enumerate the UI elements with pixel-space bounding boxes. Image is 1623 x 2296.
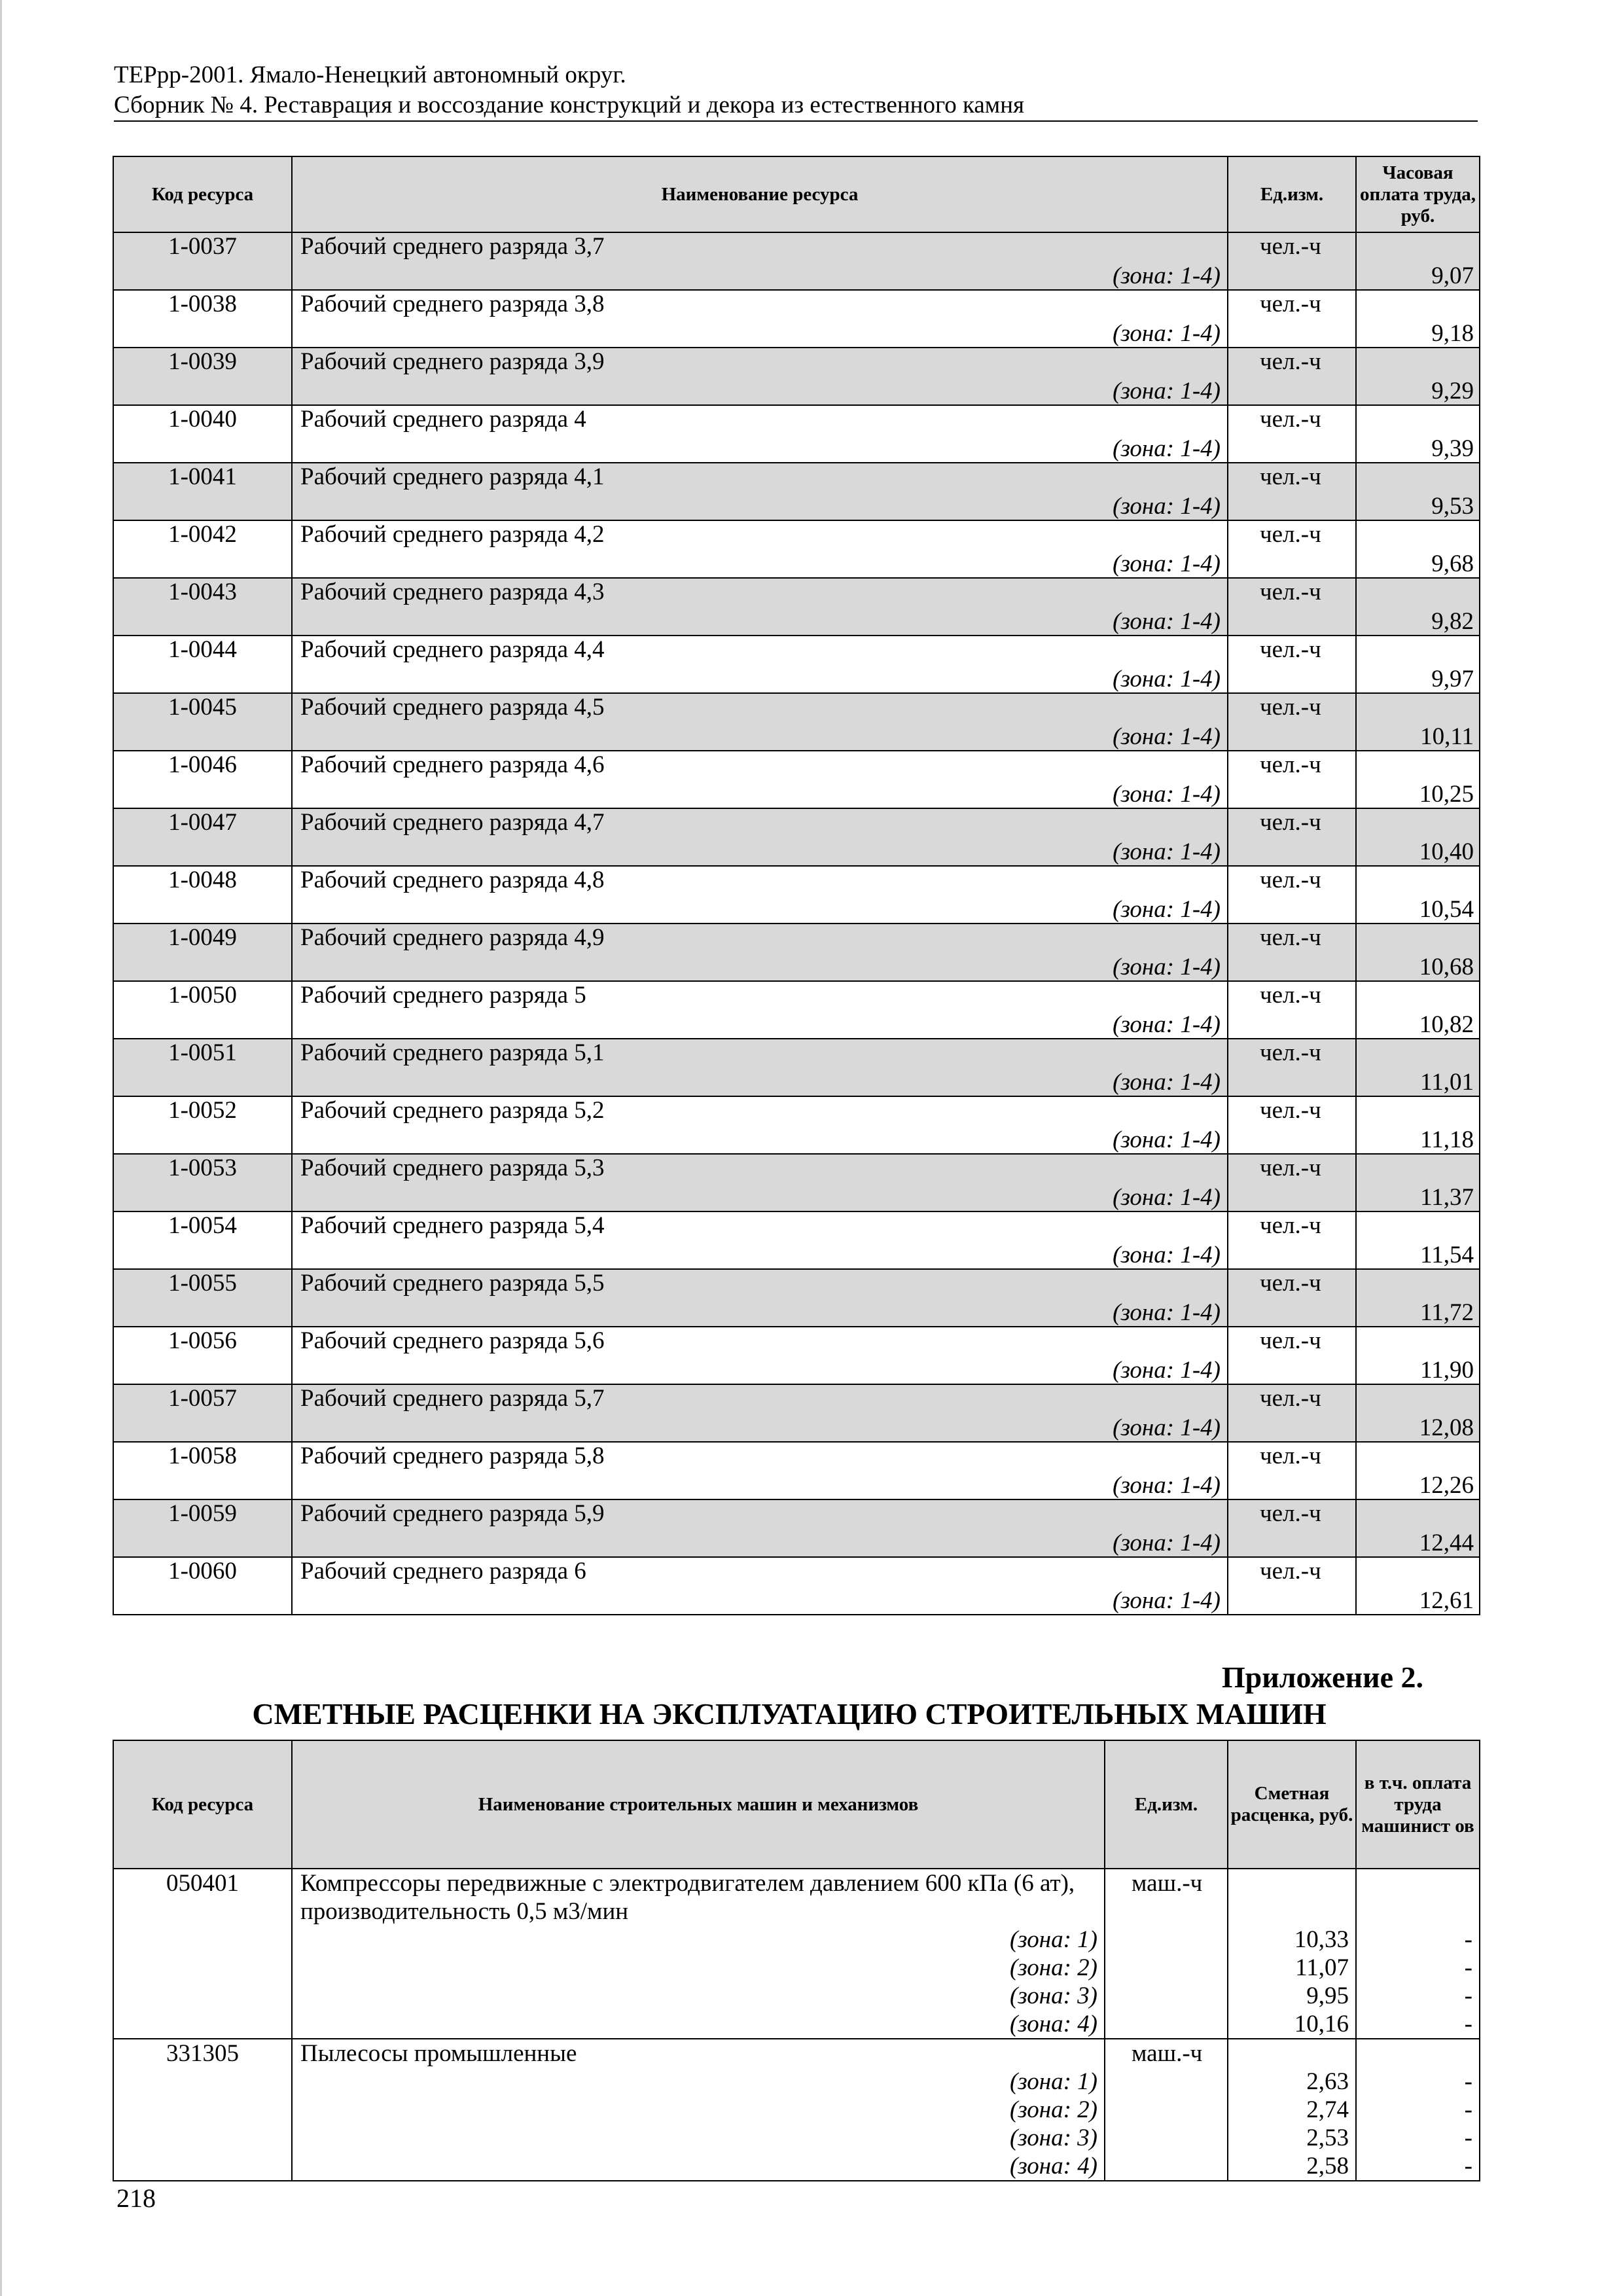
hourly-rate-cell [1356,348,1480,405]
zone-label: (зона: 1-4) [1113,1126,1221,1153]
hourly-rate: 9,29 [1431,378,1474,404]
zone-label: (зона: 1-4) [1113,320,1221,347]
resource-name: Рабочий среднего разряда 5,2 [300,1097,605,1124]
zone-operator-labor: - [1464,1954,1472,1981]
hourly-rate: 11,18 [1420,1126,1474,1153]
resource-name-cell [292,520,1228,578]
zone-operator-labor: - [1464,2125,1472,2151]
table-row [113,1327,1480,1384]
page-number: 218 [116,2183,156,2213]
zone-label: (зона: 1-4) [1113,435,1221,462]
resource-name-cell [292,1039,1228,1096]
resource-code: 1-0049 [113,924,292,981]
hourly-rate-cell [1356,693,1480,751]
hourly-rate-cell [1356,636,1480,693]
zone-list [300,1926,1097,2038]
hourly-rate-cell [1356,290,1480,348]
resource-name-cell [292,693,1228,751]
unit: чел.-ч [1228,1442,1356,1499]
hourly-rate: 9,18 [1431,320,1474,347]
hourly-rate-cell [1356,866,1480,924]
hourly-rate: 10,25 [1419,781,1474,808]
hourly-rate-cell [1356,1096,1480,1154]
hourly-rate: 10,68 [1419,954,1474,980]
hourly-rate-cell [1356,520,1480,578]
resource-code: 1-0042 [113,520,292,578]
machine-name: Компрессоры передвижные с электродвигателем давлением 600 кПа (6 ат), производительность 0,5 м3/мин [300,1870,1075,1925]
hourly-rate: 9,97 [1431,666,1474,692]
resource-code: 1-0047 [113,808,292,866]
table-row [113,1211,1480,1269]
resource-name-cell [292,290,1228,348]
zone-label: (зона: 1-4) [1113,1414,1221,1441]
unit: чел.-ч [1228,1557,1356,1615]
resource-name: Рабочий среднего разряда 5,5 [300,1270,605,1297]
unit: чел.-ч [1228,693,1356,751]
zone-label: (зона: 1-4) [1113,666,1221,692]
resource-name-cell [292,1499,1228,1557]
resource-name: Рабочий среднего разряда 6 [300,1558,586,1585]
zone-label: (зона: 1-4) [1113,378,1221,404]
zone-price: 10,16 [1294,2011,1349,2037]
hourly-rate: 10,82 [1419,1011,1474,1038]
hourly-rate: 11,01 [1420,1069,1474,1096]
page-header [114,60,1478,122]
zone-label: (зона: 1-4) [1113,781,1221,808]
unit: чел.-ч [1228,463,1356,520]
machine-code: 050401 [113,1869,292,2039]
labor-rates-body [113,232,1480,1615]
column-header-code: Код ресурса [113,1740,292,1869]
resource-name: Рабочий среднего разряда 4,4 [300,636,605,663]
resource-name-cell [292,924,1228,981]
table-row [113,866,1480,924]
zone-label: (зона: 1-4) [1113,1184,1221,1211]
resource-name: Рабочий среднего разряда 4,1 [300,463,605,490]
appendix-title: СМЕТНЫЕ РАСЦЕНКИ НА ЭКСПЛУАТАЦИЮ СТРОИТЕЛЬНЫХ МАШИН [252,1697,1327,1731]
unit: чел.-ч [1228,405,1356,463]
resource-name: Рабочий среднего разряда 5,4 [300,1212,605,1239]
machine-rates-body [113,1869,1480,2181]
zone-label: (зона: 1-4) [1113,1299,1221,1326]
zone-price: 2,58 [1306,2153,1349,2179]
zone-list [300,2068,1097,2180]
zone-label: (зона: 1-4) [1113,1587,1221,1614]
unit: чел.-ч [1228,1384,1356,1442]
resource-name: Рабочий среднего разряда 5,9 [300,1500,605,1527]
resource-code: 1-0039 [113,348,292,405]
table-row [113,348,1480,405]
hourly-rate-cell [1356,405,1480,463]
table-row [113,693,1480,751]
resource-name: Рабочий среднего разряда 4,5 [300,694,605,721]
hourly-rate-cell [1356,1499,1480,1557]
table-row [113,981,1480,1039]
hourly-rate-cell [1356,1039,1480,1096]
resource-code: 1-0052 [113,1096,292,1154]
resource-code: 1-0059 [113,1499,292,1557]
table-row [113,2039,1480,2181]
resource-name-cell [292,463,1228,520]
resource-code: 1-0041 [113,463,292,520]
resource-name: Рабочий среднего разряда 4 [300,406,586,433]
zone-operator-labor: - [1464,2068,1472,2095]
resource-code: 1-0055 [113,1269,292,1327]
labor-rates-table [113,156,1480,1615]
zone-label: (зона: 1-4) [1113,723,1221,750]
unit: чел.-ч [1228,578,1356,636]
unit: маш.-ч [1105,2039,1228,2181]
column-header-unit: Ед.изм. [1228,156,1356,232]
zone-label: (зона: 4) [1009,2153,1097,2179]
hourly-rate: 12,26 [1419,1472,1474,1499]
unit: чел.-ч [1228,636,1356,693]
column-header-code: Код ресурса [113,156,292,232]
resource-name: Рабочий среднего разряда 4,2 [300,521,605,548]
resource-name-cell [292,1442,1228,1499]
table-row [113,751,1480,808]
table-row [113,232,1480,290]
resource-name-cell [292,1096,1228,1154]
machine-code: 331305 [113,2039,292,2181]
zone-operator-labor: - [1464,2153,1472,2179]
hourly-rate: 9,07 [1431,262,1474,289]
resource-name: Рабочий среднего разряда 3,9 [300,348,605,375]
machine-name-cell [292,2039,1105,2181]
zone-label: (зона: 1-4) [1113,608,1221,635]
resource-name: Рабочий среднего разряда 4,6 [300,751,605,778]
resource-name-cell [292,751,1228,808]
table-row [113,578,1480,636]
hourly-rate: 10,54 [1419,896,1474,923]
hourly-rate: 11,72 [1420,1299,1474,1326]
table-row [113,1154,1480,1211]
hourly-rate: 9,82 [1431,608,1474,635]
resource-name-cell [292,1327,1228,1384]
resource-name: Рабочий среднего разряда 4,8 [300,867,605,893]
resource-code: 1-0048 [113,866,292,924]
hourly-rate: 10,40 [1419,838,1474,865]
hourly-rate: 10,11 [1420,723,1474,750]
page-edge [0,0,2,2296]
zone-label: (зона: 3) [1009,2125,1097,2151]
zone-price: 11,07 [1295,1954,1349,1981]
resource-code: 1-0045 [113,693,292,751]
resource-name: Рабочий среднего разряда 4,9 [300,924,605,951]
hourly-rate-cell [1356,808,1480,866]
zone-label: (зона: 2) [1009,1954,1097,1981]
zone-price: 9,95 [1306,1982,1349,2009]
zone-label: (зона: 1-4) [1113,550,1221,577]
appendix-heading [113,1659,1479,1732]
column-header-unit: Ед.изм. [1105,1740,1228,1869]
price-cell [1228,1869,1356,2039]
table-row [113,520,1480,578]
zone-label: (зона: 1-4) [1113,896,1221,923]
unit: чел.-ч [1228,1327,1356,1384]
resource-name: Рабочий среднего разряда 4,7 [300,809,605,836]
table-row [113,1499,1480,1557]
unit: чел.-ч [1228,866,1356,924]
resource-name: Рабочий среднего разряда 3,8 [300,291,605,317]
resource-code: 1-0057 [113,1384,292,1442]
table-row [113,463,1480,520]
table-row [113,1096,1480,1154]
resource-name: Рабочий среднего разряда 5,1 [300,1039,605,1066]
zone-label: (зона: 1-4) [1113,493,1221,520]
zone-label: (зона: 1-4) [1113,1242,1221,1268]
zone-label: (зона: 3) [1009,1982,1097,2009]
hourly-rate-cell [1356,232,1480,290]
resource-name: Рабочий среднего разряда 5,8 [300,1443,605,1469]
header-line-2: Сборник № 4. Реставрация и воссоздание конструкций и декора из естественного камня [114,90,1478,122]
hourly-rate: 9,39 [1431,435,1474,462]
hourly-rate: 11,37 [1420,1184,1474,1211]
resource-name-cell [292,1211,1228,1269]
column-header-machine-name: Наименование строительных машин и механизмов [292,1740,1105,1869]
machine-name: Пылесосы промышленные [300,2040,577,2067]
unit: чел.-ч [1228,1096,1356,1154]
hourly-rate: 12,08 [1419,1414,1474,1441]
resource-code: 1-0043 [113,578,292,636]
zone-label: (зона: 1-4) [1113,1530,1221,1556]
hourly-rate-cell [1356,981,1480,1039]
resource-code: 1-0053 [113,1154,292,1211]
resource-code: 1-0051 [113,1039,292,1096]
resource-name-cell [292,866,1228,924]
operator-labor-cell [1356,2039,1480,2181]
resource-code: 1-0038 [113,290,292,348]
zone-label: (зона: 1-4) [1113,1069,1221,1096]
machine-name-cell [292,1869,1105,2039]
resource-code: 1-0056 [113,1327,292,1384]
zone-price: 2,63 [1306,2068,1349,2095]
resource-code: 1-0054 [113,1211,292,1269]
resource-code: 1-0044 [113,636,292,693]
hourly-rate: 11,54 [1420,1242,1474,1268]
hourly-rate: 9,68 [1431,550,1474,577]
column-header-price: Сметная расценка, руб. [1228,1740,1356,1869]
hourly-rate-cell [1356,1211,1480,1269]
table-header-row [113,156,1480,232]
zone-label: (зона: 1-4) [1113,1357,1221,1384]
resource-name-cell [292,348,1228,405]
resource-name: Рабочий среднего разряда 3,7 [300,233,605,260]
unit: чел.-ч [1228,290,1356,348]
table-row [113,1869,1480,2039]
resource-name: Рабочий среднего разряда 5,6 [300,1327,605,1354]
zone-label: (зона: 1) [1009,1926,1097,1953]
hourly-rate-cell [1356,1269,1480,1327]
hourly-rate-cell [1356,1557,1480,1615]
table-row [113,1442,1480,1499]
unit: маш.-ч [1105,1869,1228,2039]
resource-name-cell [292,1384,1228,1442]
zone-operator-labor: - [1464,1982,1472,2009]
column-header-rate: Часовая оплата труда, руб. [1356,156,1480,232]
unit: чел.-ч [1228,1039,1356,1096]
unit: чел.-ч [1228,1499,1356,1557]
resource-name-cell [292,578,1228,636]
zone-operator-labor: - [1464,2011,1472,2037]
resource-code: 1-0046 [113,751,292,808]
resource-name-cell [292,1269,1228,1327]
resource-code: 1-0050 [113,981,292,1039]
table-row [113,924,1480,981]
resource-name-cell [292,1557,1228,1615]
table-row [113,1269,1480,1327]
table-row [113,808,1480,866]
table-row [113,1557,1480,1615]
hourly-rate-cell [1356,463,1480,520]
machine-rates-table [113,1740,1480,2181]
hourly-rate-cell [1356,751,1480,808]
hourly-rate-cell [1356,578,1480,636]
zone-label: (зона: 1-4) [1113,262,1221,289]
unit: чел.-ч [1228,520,1356,578]
zone-price: 10,33 [1294,1926,1349,1953]
hourly-rate-cell [1356,1442,1480,1499]
unit: чел.-ч [1228,981,1356,1039]
unit: чел.-ч [1228,1269,1356,1327]
hourly-rate: 9,53 [1431,493,1474,520]
table-row [113,405,1480,463]
column-header-operator-labor: в т.ч. оплата труда машинист ов [1356,1740,1480,1869]
operator-labor-cell [1356,1869,1480,2039]
zone-operator-labor: - [1464,1926,1472,1953]
zone-price: 2,74 [1306,2096,1349,2123]
unit: чел.-ч [1228,348,1356,405]
unit: чел.-ч [1228,1211,1356,1269]
unit: чел.-ч [1228,808,1356,866]
appendix-label: Приложение 2. [1221,1660,1423,1694]
resource-name: Рабочий среднего разряда 5,3 [300,1155,605,1181]
hourly-rate: 12,44 [1419,1530,1474,1556]
resource-name-cell [292,232,1228,290]
zone-operator-labor: - [1464,2096,1472,2123]
resource-name-cell [292,808,1228,866]
resource-code: 1-0058 [113,1442,292,1499]
zone-price: 2,53 [1306,2125,1349,2151]
resource-name: Рабочий среднего разряда 4,3 [300,579,605,605]
zone-label: (зона: 1) [1009,2068,1097,2095]
resource-code: 1-0040 [113,405,292,463]
zone-label: (зона: 1-4) [1113,838,1221,865]
zone-label: (зона: 1-4) [1113,1472,1221,1499]
hourly-rate-cell [1356,1154,1480,1211]
price-cell [1228,2039,1356,2181]
unit: чел.-ч [1228,751,1356,808]
resource-name-cell [292,636,1228,693]
hourly-rate: 12,61 [1419,1587,1474,1614]
hourly-rate-cell [1356,1327,1480,1384]
resource-name-cell [292,405,1228,463]
column-header-name: Наименование ресурса [292,156,1228,232]
zone-label: (зона: 1-4) [1113,1011,1221,1038]
zone-label: (зона: 2) [1009,2096,1097,2123]
unit: чел.-ч [1228,232,1356,290]
hourly-rate-cell [1356,1384,1480,1442]
table-row [113,1039,1480,1096]
zone-label: (зона: 4) [1009,2011,1097,2037]
resource-name: Рабочий среднего разряда 5,7 [300,1385,605,1412]
resource-code: 1-0037 [113,232,292,290]
header-line-1: ТЕРрр-2001. Ямало-Ненецкий автономный округ. [114,62,626,88]
table-row [113,290,1480,348]
resource-name: Рабочий среднего разряда 5 [300,982,586,1009]
resource-name-cell [292,981,1228,1039]
table-row [113,1384,1480,1442]
unit: чел.-ч [1228,1154,1356,1211]
resource-code: 1-0060 [113,1557,292,1615]
hourly-rate-cell [1356,924,1480,981]
zone-label: (зона: 1-4) [1113,954,1221,980]
table-row [113,636,1480,693]
unit: чел.-ч [1228,924,1356,981]
hourly-rate: 11,90 [1420,1357,1474,1384]
table-header-row [113,1740,1480,1869]
resource-name-cell [292,1154,1228,1211]
